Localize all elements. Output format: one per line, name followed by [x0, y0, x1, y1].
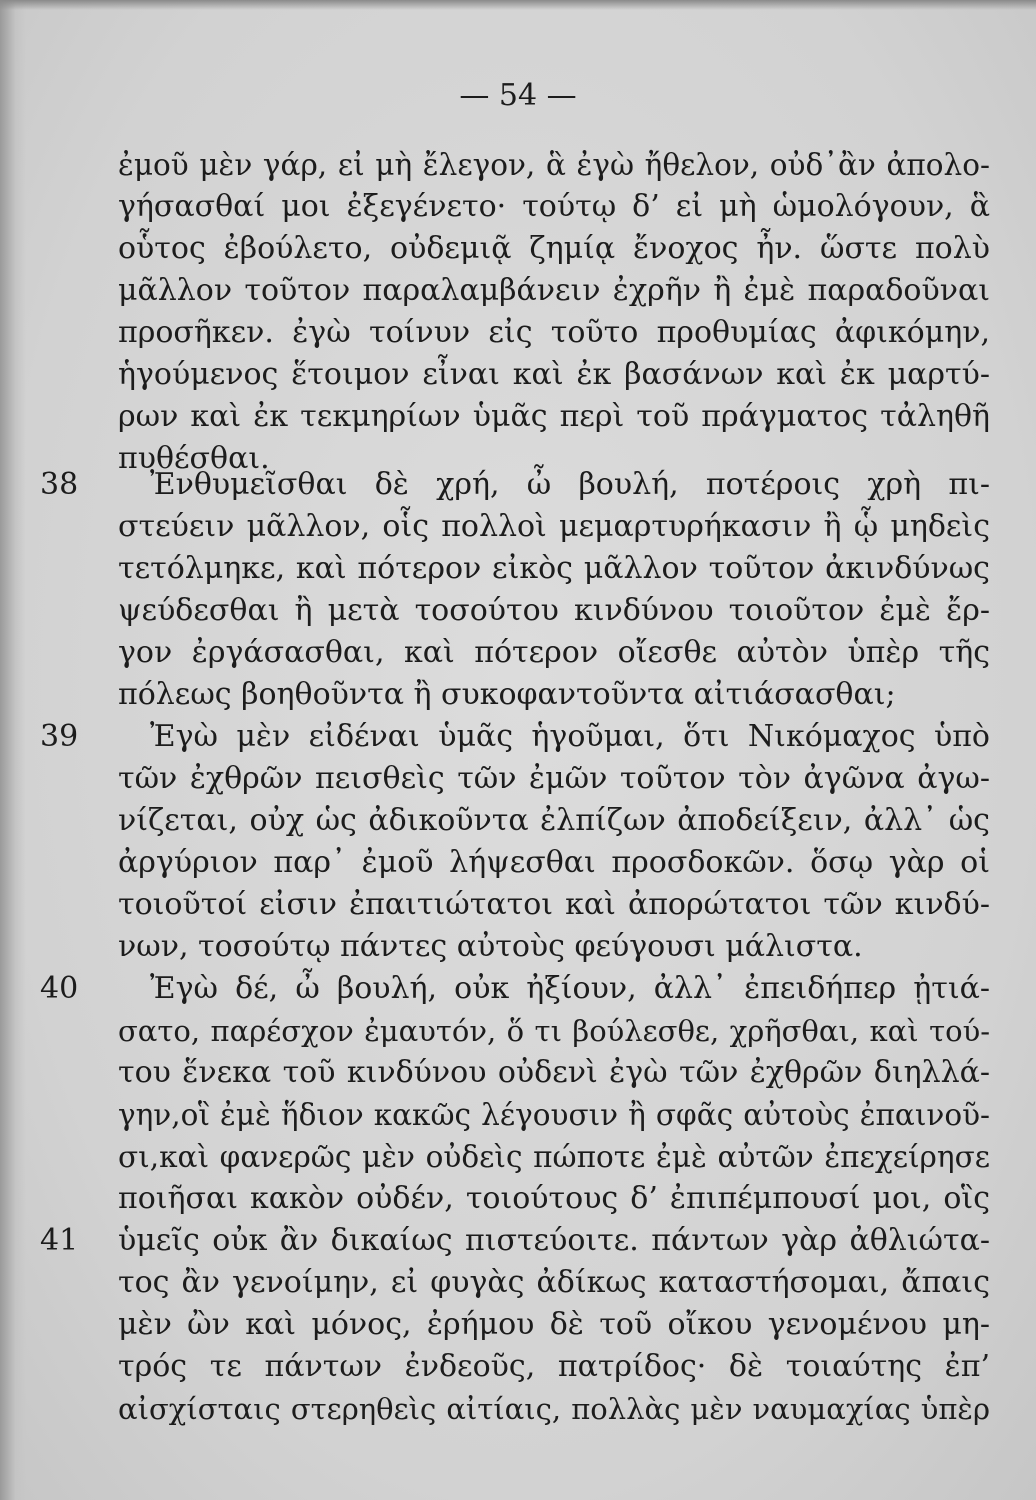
text-line: νίζεται, οὐχ ὡς ἀδικοῦντα ἐλπίζων ἀποδείξειν, ἀλλ᾽ ὡς — [118, 803, 990, 838]
text-line: Ἐγὼ μὲν εἰδέναι ὑμᾶς ἡγοῦμαι, ὅτι Νικόμαχος ὑπὸ — [150, 719, 990, 754]
section-number-40: 40 — [40, 971, 79, 1006]
text-line: προσῆκεν. ἐγὼ τοίνυν εἰς τοῦτο προθυμίας ἀφικόμην, — [118, 315, 990, 350]
text-line: ἐμοῦ μὲν γάρ, εἰ μὴ ἔλεγον, ἃ ἐγὼ ἤθελον, οὐδ᾽ἂν ἀπολο- — [118, 148, 990, 182]
text-line: Ἐνθυμεῖσθαι δὲ χρή, ὦ βουλή, ποτέροις χρὴ πι- — [150, 467, 990, 502]
page-number: — 54 — — [459, 78, 577, 113]
page-top-edge-shadow — [0, 0, 1036, 10]
text-line: νων, τοσούτῳ πάντες αὐτοὺς φεύγουσι μάλιστα. — [118, 929, 863, 964]
text-line: τετόλμηκε, καὶ πότερον εἰκὸς μᾶλλον τοῦτον ἀκινδύνως — [118, 551, 990, 586]
page-left-edge-shadow — [0, 0, 26, 1500]
text-line: ὑμεῖς οὐκ ἂν δικαίως πιστεύοιτε. πάντων γὰρ ἀθλιώτα- — [118, 1223, 990, 1258]
text-line: τοιοῦτοί εἰσιν ἐπαιτιώτατοι καὶ ἀπορώτατοι τῶν κινδύ- — [118, 887, 990, 922]
text-line: πυθέσθαι. — [118, 441, 270, 476]
text-line: σι,καὶ φανερῶς μὲν οὐδεὶς πώποτε ἐμὲ αὐτῶν ἐπεχείρησε — [118, 1140, 990, 1174]
text-line: τῶν ἐχθρῶν πεισθεὶς τῶν ἐμῶν τοῦτον τὸν ἀγῶνα ἀγω- — [118, 761, 990, 796]
text-line: πόλεως βοηθοῦντα ἢ συκοφαντοῦντα αἰτιάσασθαι; — [118, 677, 896, 712]
text-line: τος ἂν γενοίμην, εἰ φυγὰς ἀδίκως καταστήσομαι, ἄπαις — [118, 1265, 990, 1300]
text-line: σατο, παρέσχον ἐμαυτόν, ὅ τι βούλεσθε, χρῆσθαι, καὶ τού- — [118, 1014, 990, 1048]
text-line: στεύειν μᾶλλον, οἷς πολλοὶ μεμαρτυρήκασιν ἢ ᾧ μηδεὶς — [118, 509, 990, 544]
text-line: οὗτος ἐβούλετο, οὐδεμιᾷ ζημίᾳ ἔνοχος ἦν. ὥστε πολὺ — [118, 231, 990, 266]
section-number-39: 39 — [40, 719, 79, 754]
text-line: ἡγούμενος ἕτοιμον εἶναι καὶ ἐκ βασάνων καὶ ἐκ μαρτύ- — [118, 357, 990, 392]
text-line: του ἕνεκα τοῦ κινδύνου οὐδενὶ ἐγὼ τῶν ἐχθρῶν διηλλά- — [118, 1055, 990, 1090]
text-line: ποιῆσαι κακὸν οὐδέν, τοιούτους δ’ ἐπιπέμπουσί μοι, οἳς — [118, 1181, 990, 1216]
text-line: μὲν ὢν καὶ μόνος, ἐρήμου δὲ τοῦ οἴκου γενομένου μη- — [118, 1307, 990, 1342]
section-number-41: 41 — [40, 1223, 79, 1258]
text-line: ψεύδεσθαι ἢ μετὰ τοσούτου κινδύνου τοιοῦτον ἐμὲ ἔρ- — [118, 593, 990, 628]
text-line: Ἐγὼ δέ, ὦ βουλή, οὐκ ἠξίουν, ἀλλ᾽ ἐπειδήπερ ᾐτιά- — [150, 971, 990, 1006]
text-line: τρός τε πάντων ἐνδεοῦς, πατρίδος· δὲ τοιαύτης ἐπ’ — [118, 1349, 990, 1384]
text-line: αἰσχίσταις στερηθεὶς αἰτίαις, πολλὰς μὲν ναυμαχίας ὑπὲρ — [118, 1392, 990, 1426]
text-line: γην,οἳ ἐμὲ ἥδιον κακῶς λέγουσιν ἢ σφᾶς αὐτοὺς ἐπαινοῦ- — [118, 1098, 990, 1132]
text-line: ρων καὶ ἐκ τεκμηρίων ὑμᾶς περὶ τοῦ πράγματος τἀληθῆ — [118, 399, 990, 434]
text-line: γήσασθαί μοι ἐξεγένετο· τούτῳ δ’ εἰ μὴ ὡμολόγουν, ἃ — [118, 189, 990, 224]
text-line: γον ἐργάσασθαι, καὶ πότερον οἴεσθε αὐτὸν ὑπὲρ τῆς — [118, 635, 990, 670]
text-line: μᾶλλον τοῦτον παραλαμβάνειν ἐχρῆν ἢ ἐμὲ παραδοῦναι — [118, 273, 990, 308]
section-number-38: 38 — [40, 467, 79, 502]
text-line: ἀργύριον παρ᾽ ἐμοῦ λήψεσθαι προσδοκῶν. ὅσῳ γὰρ οἱ — [118, 845, 990, 880]
